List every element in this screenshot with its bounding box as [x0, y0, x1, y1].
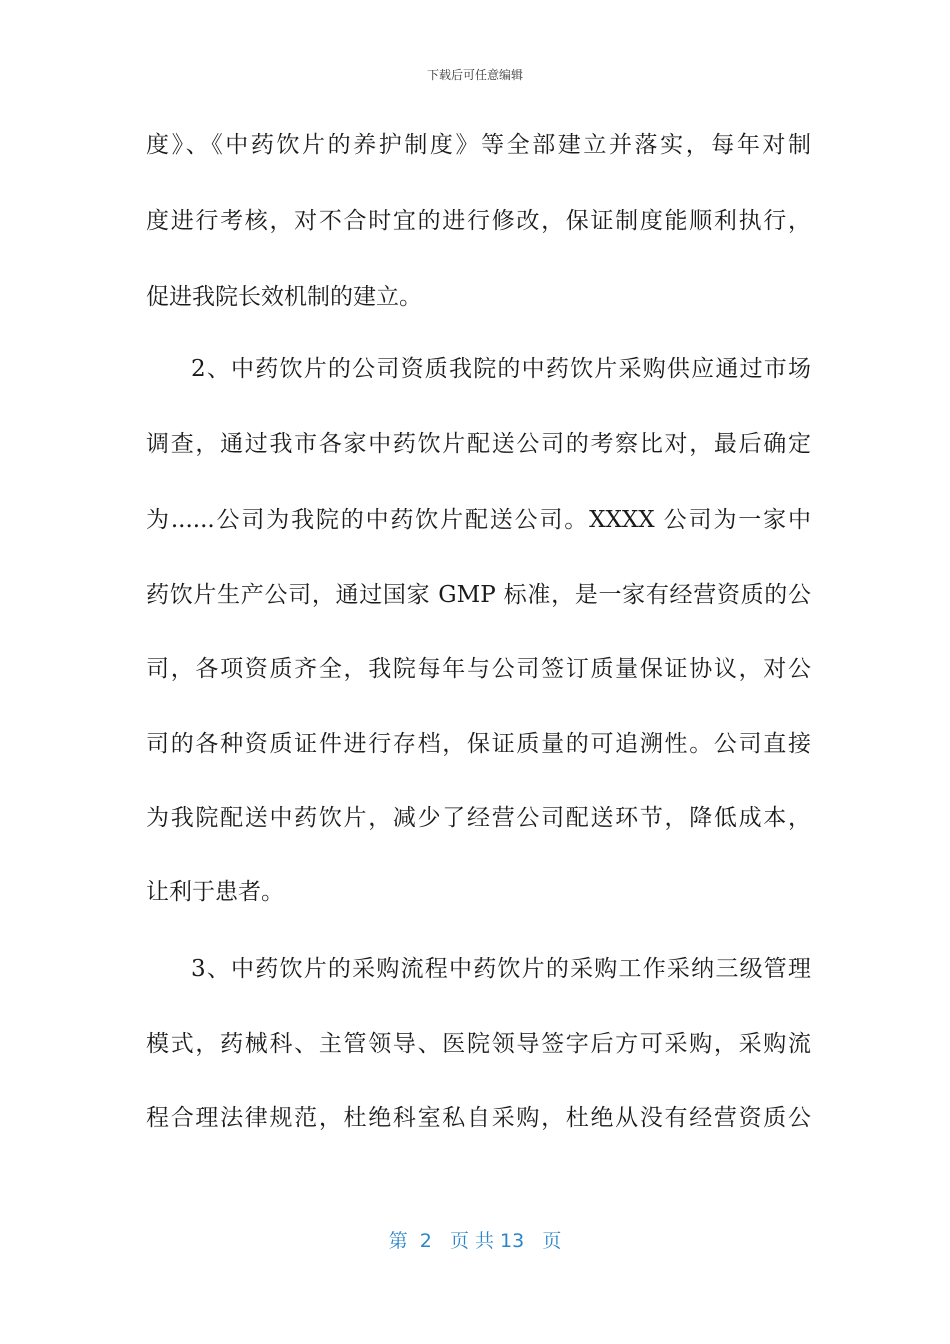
- text-line: 度进行考核，对不合时宜的进行修改，保证制度能顺利执行，: [146, 208, 811, 234]
- text-line: 促进我院长效机制的建立。: [146, 284, 422, 310]
- text-line: 为......公司为我院的中药饮片配送公司。XXXX 公司为一家中: [146, 507, 811, 533]
- text-line: 度》、《中药饮片的养护制度》等全部建立并落实，每年对制: [146, 132, 811, 158]
- text-line: 药饮片生产公司，通过国家 GMP 标准，是一家有经营资质的公: [146, 582, 811, 608]
- header-note: 下载后可任意编辑: [426, 68, 523, 82]
- page-number: 第 2 页 共 13 页: [388, 1230, 562, 1252]
- text-line: 模式，药械科、主管领导、医院领导签字后方可采购，采购流: [146, 1031, 811, 1057]
- text-line: 调查，通过我市各家中药饮片配送公司的考察比对，最后确定: [146, 431, 811, 457]
- text-line: 让利于患者。: [146, 879, 284, 905]
- text-line: 司，各项资质齐全，我院每年与公司签订质量保证协议，对公: [146, 656, 811, 682]
- text-line: 3、中药饮片的采购流程中药饮片的采购工作采纳三级管理: [191, 956, 811, 982]
- text-line: 2、中药饮片的公司资质我院的中药饮片采购供应通过市场: [191, 356, 811, 382]
- text-line: 司的各种资质证件进行存档，保证质量的可追溯性。公司直接: [146, 731, 811, 757]
- text-line: 为我院配送中药饮片，减少了经营公司配送环节，降低成本，: [146, 805, 811, 831]
- text-line: 程合理法律规范，杜绝科室私自采购，杜绝从没有经营资质公: [146, 1105, 811, 1131]
